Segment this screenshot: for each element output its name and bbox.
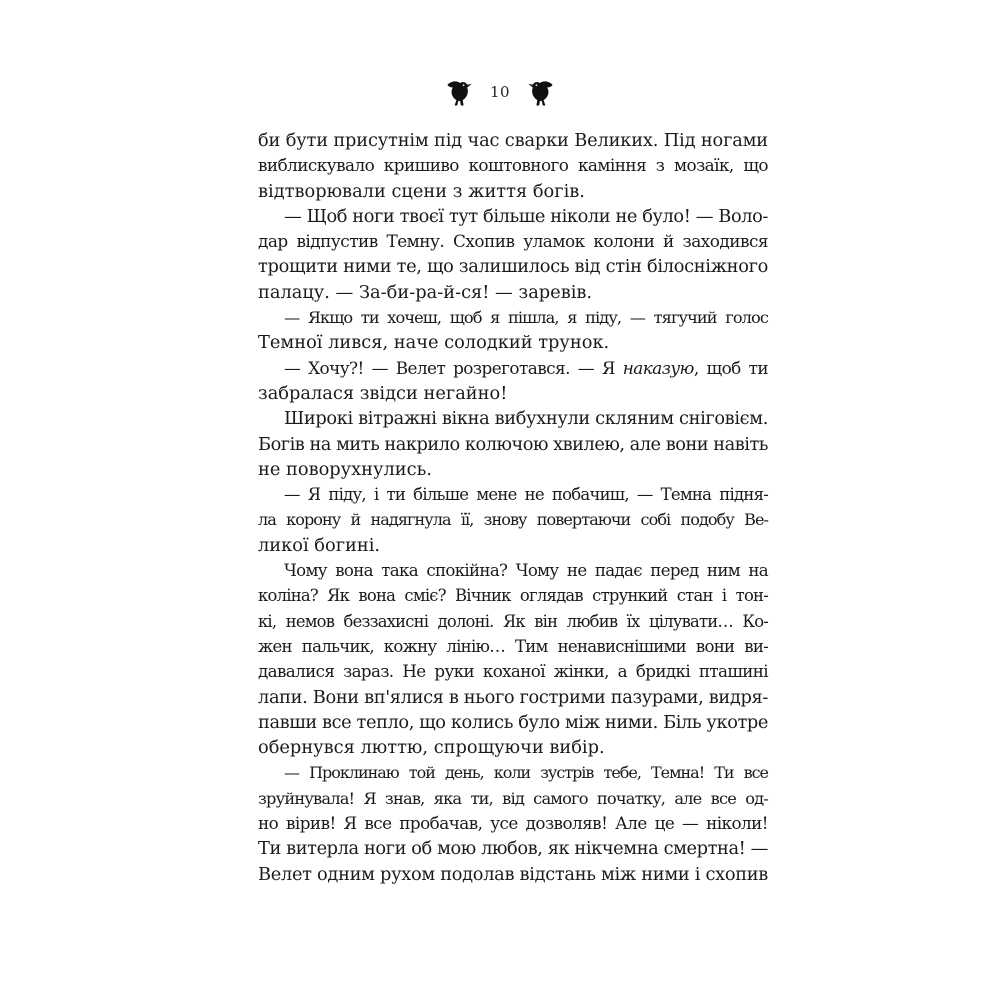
raven-left-icon (442, 74, 478, 110)
text-line: лапи. Вони вп'ялися в нього гострими пазурами, видря- (258, 686, 768, 708)
text-line: Ти витерла ноги об мою любов, як нікчемна смертна! — (258, 838, 768, 860)
text-line: — Якщо ти хочеш, щоб я пішла, я піду, — тягучий голос (284, 308, 768, 328)
text-line: зруйнувала! Я знав, яка ти, від самого початку, але все од- (258, 788, 768, 808)
text-line: палацу. — За-би-ра-й-ся! — заревів. (258, 281, 593, 303)
text-line: Темної лився, наче солодкий трунок. (258, 332, 610, 354)
text-line: ла корону й надягнула її, знову повертаючи собі подобу Ве- (258, 510, 768, 530)
text-line: дар відпустив Темну. Схопив уламок колони й заходився (258, 231, 768, 252)
body-text (258, 128, 768, 887)
text-line: Богів на мить накрило колючою хвилею, але вони навіть (258, 433, 768, 455)
text-line: павши все тепло, що колись було між ними. Біль укотре (258, 711, 768, 733)
text-line: забралася звідси негайно! (258, 382, 508, 404)
text-line: Широкі вітражні вікна вибухнули скляним сніговієм. (284, 408, 768, 430)
text-segment: — Хочу?! — Велет розреготався. — Я (284, 357, 623, 378)
page-number: 10 (489, 83, 511, 101)
text-line: виблискувало кришиво коштовного каміння з мозаїк, що (258, 155, 768, 176)
page-header (0, 72, 1000, 112)
text-segment: , щоб ти (693, 357, 768, 378)
text-line: відтворювали сцени з життя богів. (258, 180, 585, 202)
text-line: трощити ними те, що залишилось від стін білосніжного (258, 256, 768, 278)
text-line: — Проклинаю той день, коли зустрів тебе, Темна! Ти все (284, 763, 768, 783)
text-line: жен пальчик, кожну лінію… Тим ненависнішими вони ви- (258, 636, 768, 656)
text-line: Велет одним рухом подолав відстань між ними і схопив (258, 863, 768, 885)
text-line: Чому вона така спокійна? Чому не падає перед ним на (284, 561, 768, 581)
text-line (258, 356, 768, 381)
text-line: би бути присутнім під час сварки Великих. Під ногами (258, 130, 768, 151)
text-line: — Я піду, і ти більше мене не побачиш, — Темна підня- (284, 485, 768, 505)
text-line: не поворухнулись. (258, 458, 432, 480)
text-line: но вірив! Я все пробачав, усе дозволяв! Але це — ніколи! (258, 813, 768, 834)
emphasis-text: наказую (622, 357, 694, 378)
text-line: ликої богині. (258, 534, 381, 556)
text-line: коліна? Як вона сміє? Вічник оглядав стрункий стан і тон- (258, 586, 768, 606)
text-line: давалися зараз. Не руки коханої жінки, а бридкі пташині (258, 662, 768, 682)
text-line: — Щоб ноги твоєї тут більше ніколи не було! — Воло- (284, 205, 768, 227)
text-line: кі, немов беззахисні долоні. Як він любив їх цілувати… Ко- (258, 611, 768, 631)
raven-right-icon (522, 74, 558, 110)
text-line: обернувся люттю, спрощуючи вибір. (258, 737, 605, 759)
